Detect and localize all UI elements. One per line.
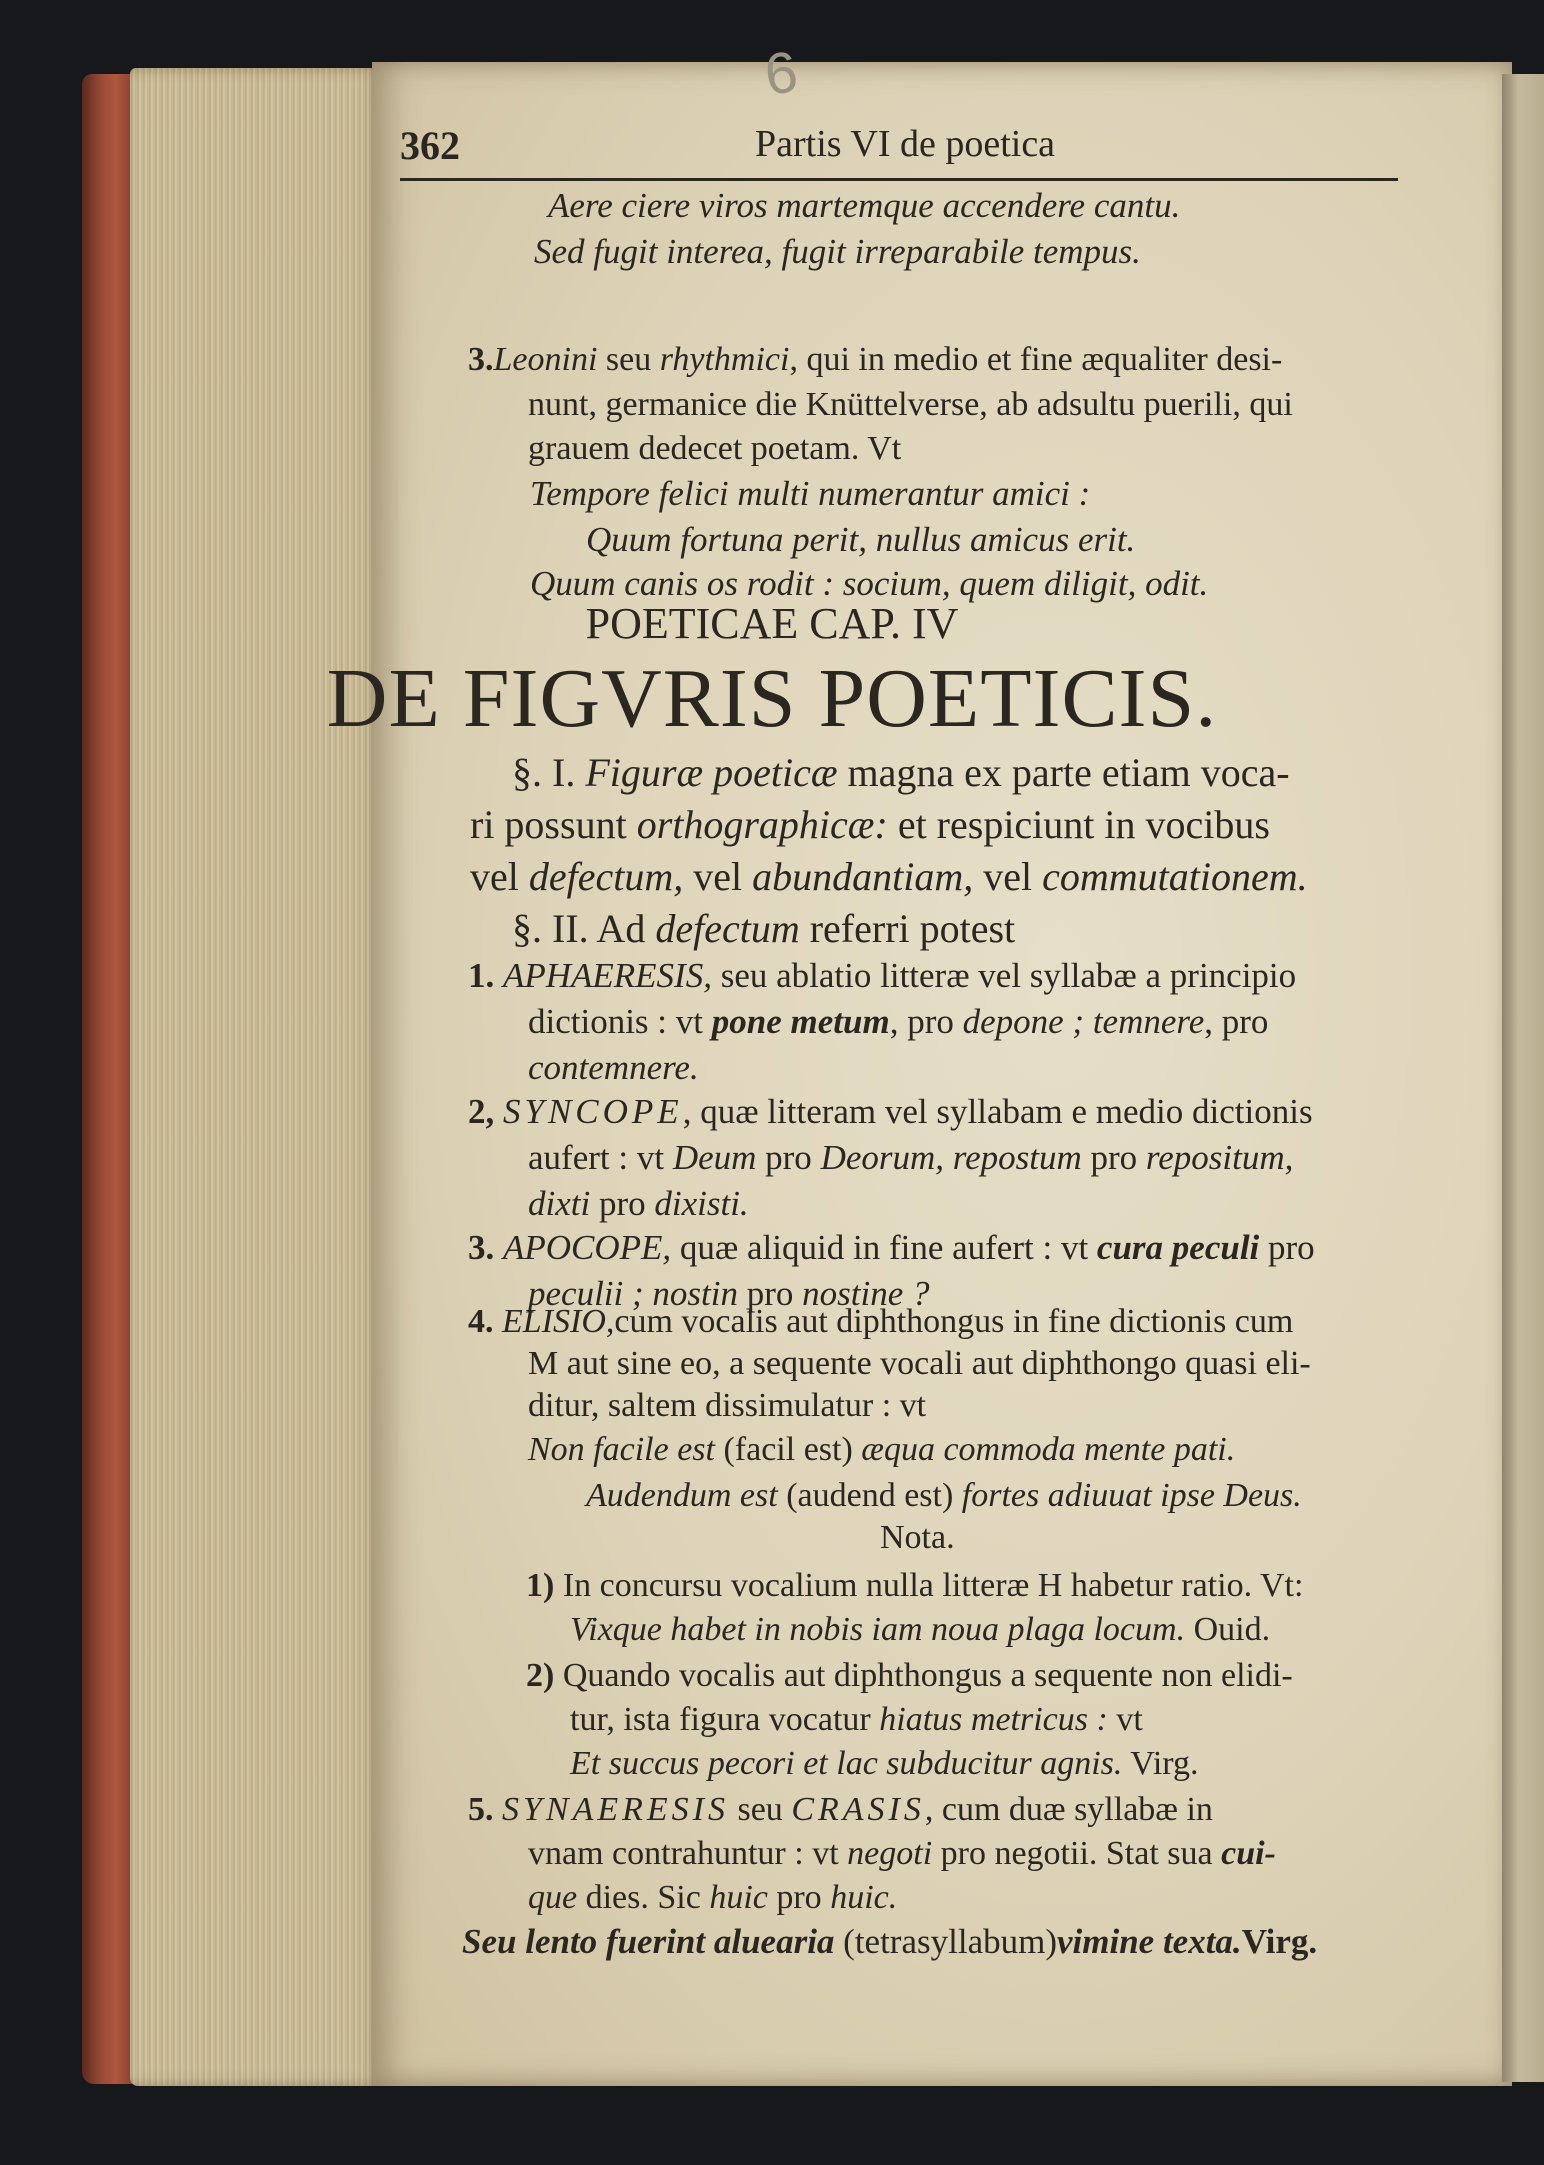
- term: commutationem.: [1042, 854, 1308, 899]
- german-term: die Knüttelverse,: [755, 386, 988, 423]
- verse-line-2: Sed fugit interea, fugit irreparabile tempus.: [534, 232, 1141, 271]
- term: SYNCOPE: [503, 1092, 683, 1131]
- leonini-line-3: [528, 427, 1544, 471]
- text: In concursu vocalium nulla litteræ H habetur ratio. Vt:: [554, 1567, 1304, 1604]
- text: (audend est): [777, 1477, 962, 1514]
- term: Leonini: [493, 341, 598, 378]
- text: ab adsultu puerili, qui: [987, 386, 1293, 423]
- margin-mark: 6: [760, 39, 802, 108]
- text: pro: [756, 1138, 821, 1177]
- text: seu ablatio litteræ vel syllabæ a principio: [711, 956, 1297, 995]
- text: pro: [767, 1879, 831, 1916]
- text: , qui in medio et fine æqualiter desi-: [789, 341, 1283, 378]
- text: , quæ litteram vel syllabam e medio dictionis: [682, 1092, 1313, 1131]
- item-number: 3.: [468, 1228, 495, 1267]
- text: Virg.: [1122, 1745, 1199, 1782]
- text: Ad: [588, 906, 656, 951]
- text: pro: [1081, 1138, 1146, 1177]
- text: vel: [973, 854, 1043, 899]
- text: seu: [728, 1791, 792, 1828]
- text: seu: [597, 341, 660, 378]
- verse-line-3: Tempore felici multi numerantur amici :: [530, 474, 1091, 513]
- example: æqua commoda mente pati.: [861, 1431, 1236, 1468]
- item-number: 4.: [468, 1303, 494, 1340]
- text: quæ aliquid in fine aufert : vt: [671, 1228, 1097, 1267]
- example: huic: [709, 1879, 768, 1916]
- text: vel: [683, 854, 753, 899]
- example: cura peculi: [1096, 1228, 1260, 1267]
- term: APOCOPE,: [503, 1228, 672, 1267]
- example: pone metum: [711, 1002, 890, 1041]
- item-number: 5.: [468, 1791, 494, 1828]
- example: que: [528, 1879, 578, 1916]
- nota-heading: Nota.: [880, 1519, 955, 1556]
- chapter-title: DE FIGVRIS POETICIS.: [326, 652, 1218, 745]
- example: Vixque habet in nobis iam noua plaga locum.: [570, 1611, 1186, 1648]
- text: dictionis : vt: [528, 1002, 712, 1041]
- term: hiatus metricus :: [879, 1701, 1108, 1738]
- term: defectum: [655, 906, 800, 951]
- text: pro: [1259, 1228, 1315, 1267]
- example: repostum: [952, 1138, 1082, 1177]
- term: SYNAERESIS: [502, 1791, 729, 1828]
- term: APHAERESIS,: [503, 956, 712, 995]
- text: vnam contrahuntur : vt: [528, 1835, 848, 1872]
- example: Deum: [672, 1138, 757, 1177]
- item-4-line-2: M aut sine eo, a sequente vocali aut diphthongo quasi eli-: [528, 1345, 1311, 1382]
- text: nunt, germanice: [528, 386, 756, 423]
- section-mark: §. II.: [512, 906, 589, 951]
- term: defectum,: [528, 854, 684, 899]
- item-4-line-3: ditur, saltem dissimulatur : vt: [528, 1387, 927, 1424]
- note-number: 1): [526, 1567, 555, 1604]
- item-number: 1.: [468, 956, 495, 995]
- leonini-line-2: [528, 383, 1544, 427]
- term: ELISIO,: [502, 1303, 615, 1340]
- item-number: 3.: [468, 341, 494, 378]
- text: (facil est): [714, 1431, 862, 1468]
- example: repositum,: [1145, 1138, 1294, 1177]
- term: abundantiam,: [752, 854, 974, 899]
- example: fortes adiuuat ipse Deus.: [961, 1477, 1302, 1514]
- term: Figuræ poeticæ: [585, 750, 838, 795]
- verse-line-5: Quum canis os rodit : socium, quem diligit, odit.: [530, 564, 1209, 603]
- note-number: 2): [526, 1657, 555, 1694]
- text: magna ex parte etiam voca-: [837, 750, 1290, 795]
- example: negoti: [847, 1835, 933, 1872]
- example: dixisti.: [654, 1184, 749, 1223]
- leonini-line-1: [468, 338, 1544, 382]
- example: vimine texta.: [1056, 1922, 1242, 1961]
- text: referri potest: [799, 906, 1016, 951]
- text: , pro: [1204, 1002, 1269, 1041]
- text: Quando vocalis aut diphthongus a sequente non elidi-: [554, 1657, 1293, 1694]
- text: cum vocalis aut diphthongus in fine dictionis cum: [614, 1303, 1294, 1340]
- text: grauem dedecet poetam. Vt: [528, 430, 902, 467]
- text: dies. Sic: [577, 1879, 710, 1916]
- chapter-label: POETICAE CAP. IV: [585, 599, 959, 648]
- example: Deorum,: [820, 1138, 945, 1177]
- example: Seu lento fuerint aluearia: [462, 1922, 835, 1961]
- example: Et succus pecori et lac subducitur agnis.: [570, 1745, 1123, 1782]
- text: ri possunt: [470, 802, 637, 847]
- text: vt: [1107, 1701, 1143, 1738]
- text: , pro: [889, 1002, 963, 1041]
- example: depone ; temnere: [962, 1002, 1205, 1041]
- item-1-line-3: contemnere.: [528, 1048, 699, 1087]
- term: rhythmici: [659, 341, 790, 378]
- text: tur, ista figura vocatur: [570, 1701, 880, 1738]
- term: orthographicæ:: [636, 802, 888, 847]
- text: pro negotii. Stat sua: [932, 1835, 1222, 1872]
- text: pro: [737, 1274, 803, 1313]
- example: nostine ?: [802, 1274, 930, 1313]
- term: CRASIS: [791, 1791, 925, 1828]
- text: pro: [590, 1184, 655, 1223]
- text: aufert : vt: [528, 1138, 673, 1177]
- example: huic.: [830, 1879, 898, 1916]
- verse-line-1: Aere ciere viros martemque accendere cantu.: [548, 186, 1181, 225]
- section-mark: §. I.: [512, 750, 576, 795]
- example: Audendum est: [586, 1477, 778, 1514]
- item-number: 2,: [468, 1092, 495, 1131]
- example: cui-: [1221, 1835, 1276, 1872]
- text: Ouid.: [1185, 1611, 1271, 1648]
- verse-line-4: Quum fortuna perit, nullus amicus erit.: [586, 520, 1136, 559]
- running-title: Partis VI de poetica: [755, 123, 1056, 165]
- example: Non facile est: [528, 1431, 715, 1468]
- example: peculii ; nostin: [528, 1274, 738, 1313]
- page-number: 362: [400, 123, 460, 168]
- text: (tetrasyllabum): [834, 1922, 1057, 1961]
- text: , cum duæ syllabæ in: [924, 1791, 1213, 1828]
- text: vel: [470, 854, 529, 899]
- example: dixti: [528, 1184, 591, 1223]
- text: Virg.: [1241, 1922, 1318, 1961]
- text: et respiciunt in vocibus: [887, 802, 1270, 847]
